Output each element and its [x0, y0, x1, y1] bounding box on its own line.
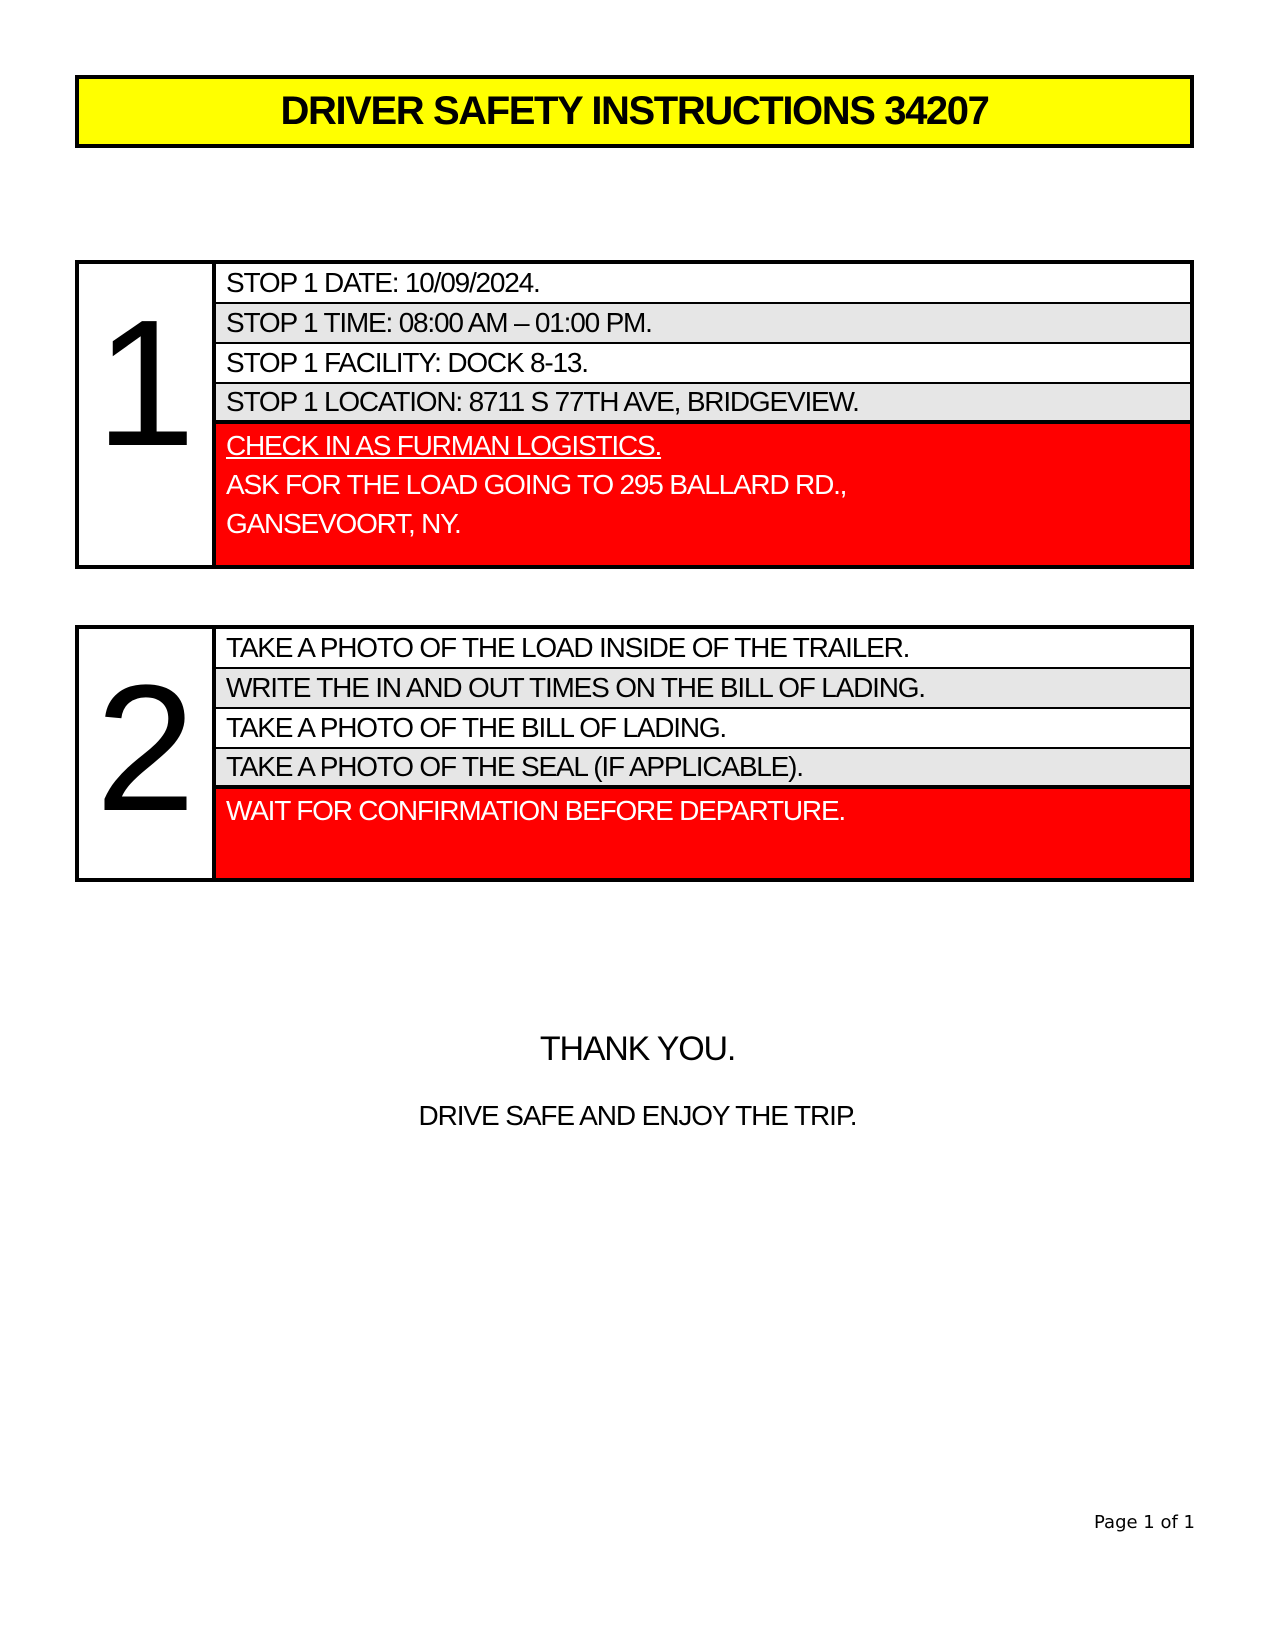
stop-date-row: STOP 1 DATE: 10/09/2024.	[216, 264, 1190, 304]
photo-load-row: TAKE A PHOTO OF THE LOAD INSIDE OF THE TRAILER.	[216, 629, 1190, 669]
delivery-steps-section	[75, 625, 1194, 882]
stop-time-row: STOP 1 TIME: 08:00 AM – 01:00 PM.	[216, 304, 1190, 344]
stop-location-row: STOP 1 LOCATION: 8711 S 77TH AVE, BRIDGEVIEW.	[216, 384, 1190, 424]
thank-you-heading: THANK YOU.	[539, 1030, 736, 1068]
title-banner	[75, 75, 1194, 148]
photo-bol-row: TAKE A PHOTO OF THE BILL OF LADING.	[216, 709, 1190, 749]
step-number-cell	[79, 629, 216, 878]
step-number: 2	[95, 648, 196, 849]
closing-message: DRIVE SAFE AND ENJOY THE TRIP.	[418, 1100, 857, 1131]
check-in-notice	[216, 424, 1190, 565]
step-number: 1	[95, 283, 196, 484]
document-title: DRIVER SAFETY INSTRUCTIONS 34207	[280, 89, 989, 133]
instruction-rows	[216, 629, 1190, 878]
stop-facility-row: STOP 1 FACILITY: DOCK 8-13.	[216, 344, 1190, 384]
load-destination-city-line: GANSEVOORT, NY.	[226, 508, 461, 539]
check-in-line: CHECK IN AS FURMAN LOGISTICS.	[226, 430, 662, 461]
load-destination-line: ASK FOR THE LOAD GOING TO 295 BALLARD RD.,	[226, 469, 847, 500]
photo-seal-row: TAKE A PHOTO OF THE SEAL (IF APPLICABLE).	[216, 749, 1190, 789]
step-number-cell	[79, 264, 216, 565]
write-times-row: WRITE THE IN AND OUT TIMES ON THE BILL OF LADING.	[216, 669, 1190, 709]
stop-1-section	[75, 260, 1194, 569]
page-number: Page 1 of 1	[1094, 1512, 1195, 1533]
confirmation-line: WAIT FOR CONFIRMATION BEFORE DEPARTURE.	[226, 795, 846, 826]
confirmation-notice	[216, 789, 1190, 878]
instruction-rows	[216, 264, 1190, 565]
